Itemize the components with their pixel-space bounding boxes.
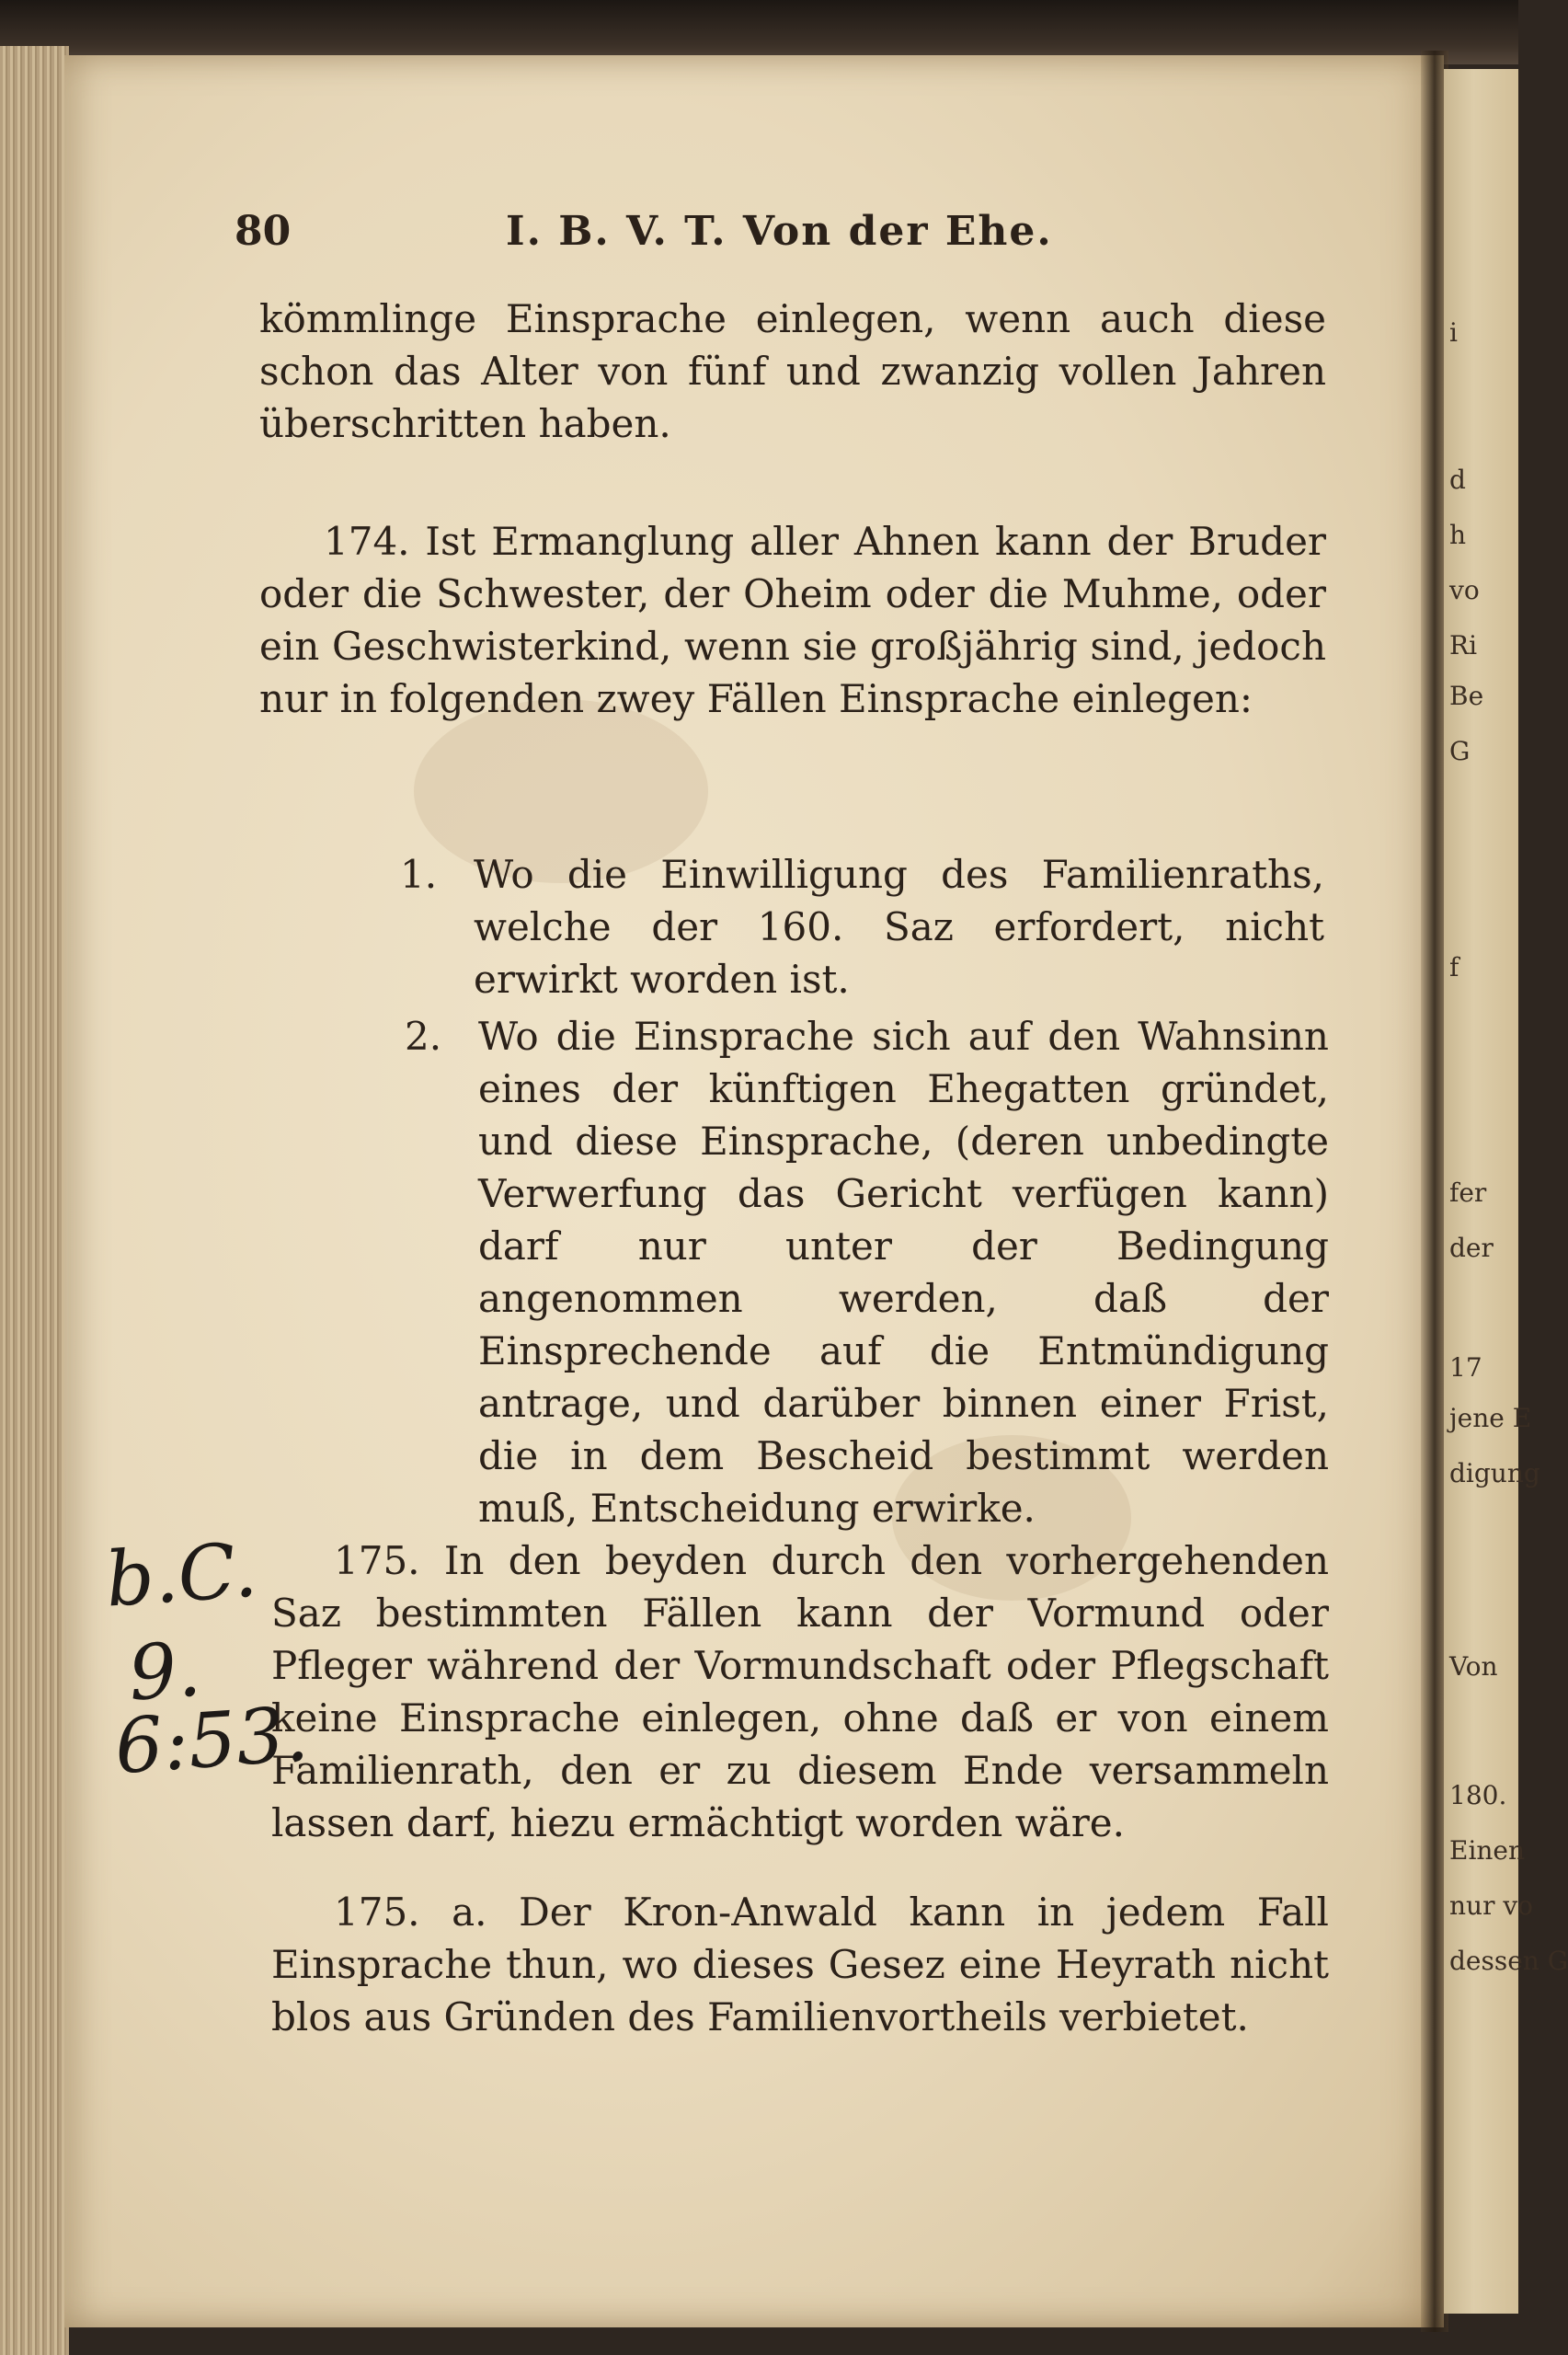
list-item xyxy=(400,848,1324,1005)
running-header xyxy=(235,208,1338,263)
list-item-number: 1. xyxy=(400,852,438,897)
next-page-fragment: fer xyxy=(1449,1178,1487,1208)
next-page-fragment: 180. xyxy=(1449,1780,1507,1810)
next-page-fragment: Einen xyxy=(1449,1835,1526,1866)
handwritten-note: b.C. xyxy=(102,1526,260,1625)
next-page-fragment: nur vo xyxy=(1449,1890,1534,1921)
next-page-fragment: vo xyxy=(1449,575,1480,605)
next-page-fragment: digung xyxy=(1449,1458,1540,1488)
section-174: 174. Ist Ermanglung aller Ahnen kann der Bruder oder die Schwester, der Oheim oder die Muhme, oder ein Geschwisterkind, wenn sie großjährig sind, jedoch nur in folgenden zwey Fällen Einsprache einlegen: xyxy=(259,519,1339,721)
continuation-paragraph: kömmlinge Einsprache einlegen, wenn auch diese schon das Alter von fünf und zwanzig vollen Jahren überschritten haben. xyxy=(259,296,1339,446)
section-175: 175. In den beyden durch den vorhergehenden Saz bestimmten Fällen kann der Vormund oder Pfleger während der Vormundschaft oder Pflegschaft keine Einsprache einlegen, ohne daß er von einem Familienrath, den er zu diesem Ende versammeln lassen darf, hiezu ermächtigt worden wäre. xyxy=(271,1538,1342,1845)
next-page-fragment: der xyxy=(1449,1233,1494,1263)
next-page-fragment: Ri xyxy=(1449,630,1478,661)
next-page-fragment: d xyxy=(1449,465,1466,495)
next-page-fragment: G xyxy=(1449,736,1471,766)
running-title: I. B. V. T. Von der Ehe. xyxy=(506,208,1053,255)
handwritten-note: 6:53. xyxy=(111,1690,312,1792)
list-item-text: Wo die Einsprache sich auf den Wahnsinn eines der künftigen Ehegatten gründet, und diese Einsprache, (deren unbedingte Verwerfung das Gericht verfügen kann) darf nur unter der Bedingung angenommen werden, daß der Einsprechende auf die Entmündigung antrage, und darüber binnen einer Frist, die in dem Bescheid bestimmt werden muß, Entscheidung erwirke. xyxy=(478,1014,1329,1531)
next-page-fragment: 17 xyxy=(1449,1352,1482,1383)
section-175a: 175. a. Der Kron-Anwald kann in jedem Fall Einsprache thun, wo dieses Gesez eine Heyrath nicht blos aus Gründen des Familienvortheils verbietet. xyxy=(271,1890,1342,2039)
next-page-fragment: Von xyxy=(1449,1651,1498,1682)
page-number: 80 xyxy=(235,208,292,255)
list-item-text: Wo die Einwilligung des Familienraths, welche der 160. Saz erfordert, nicht erwirkt worden ist. xyxy=(474,852,1324,1002)
next-page-fragment: f xyxy=(1449,952,1459,982)
list-item xyxy=(405,1010,1329,1534)
handwritten-note: 9. xyxy=(125,1626,204,1718)
list-item-number: 2. xyxy=(405,1014,442,1059)
next-page-fragment: dessen G xyxy=(1449,1946,1568,1976)
next-page-fragment: jene E xyxy=(1449,1403,1532,1433)
next-page-fragment: h xyxy=(1449,520,1467,550)
next-page-fragment: Be xyxy=(1449,681,1484,711)
next-page-fragment: i xyxy=(1449,317,1458,348)
